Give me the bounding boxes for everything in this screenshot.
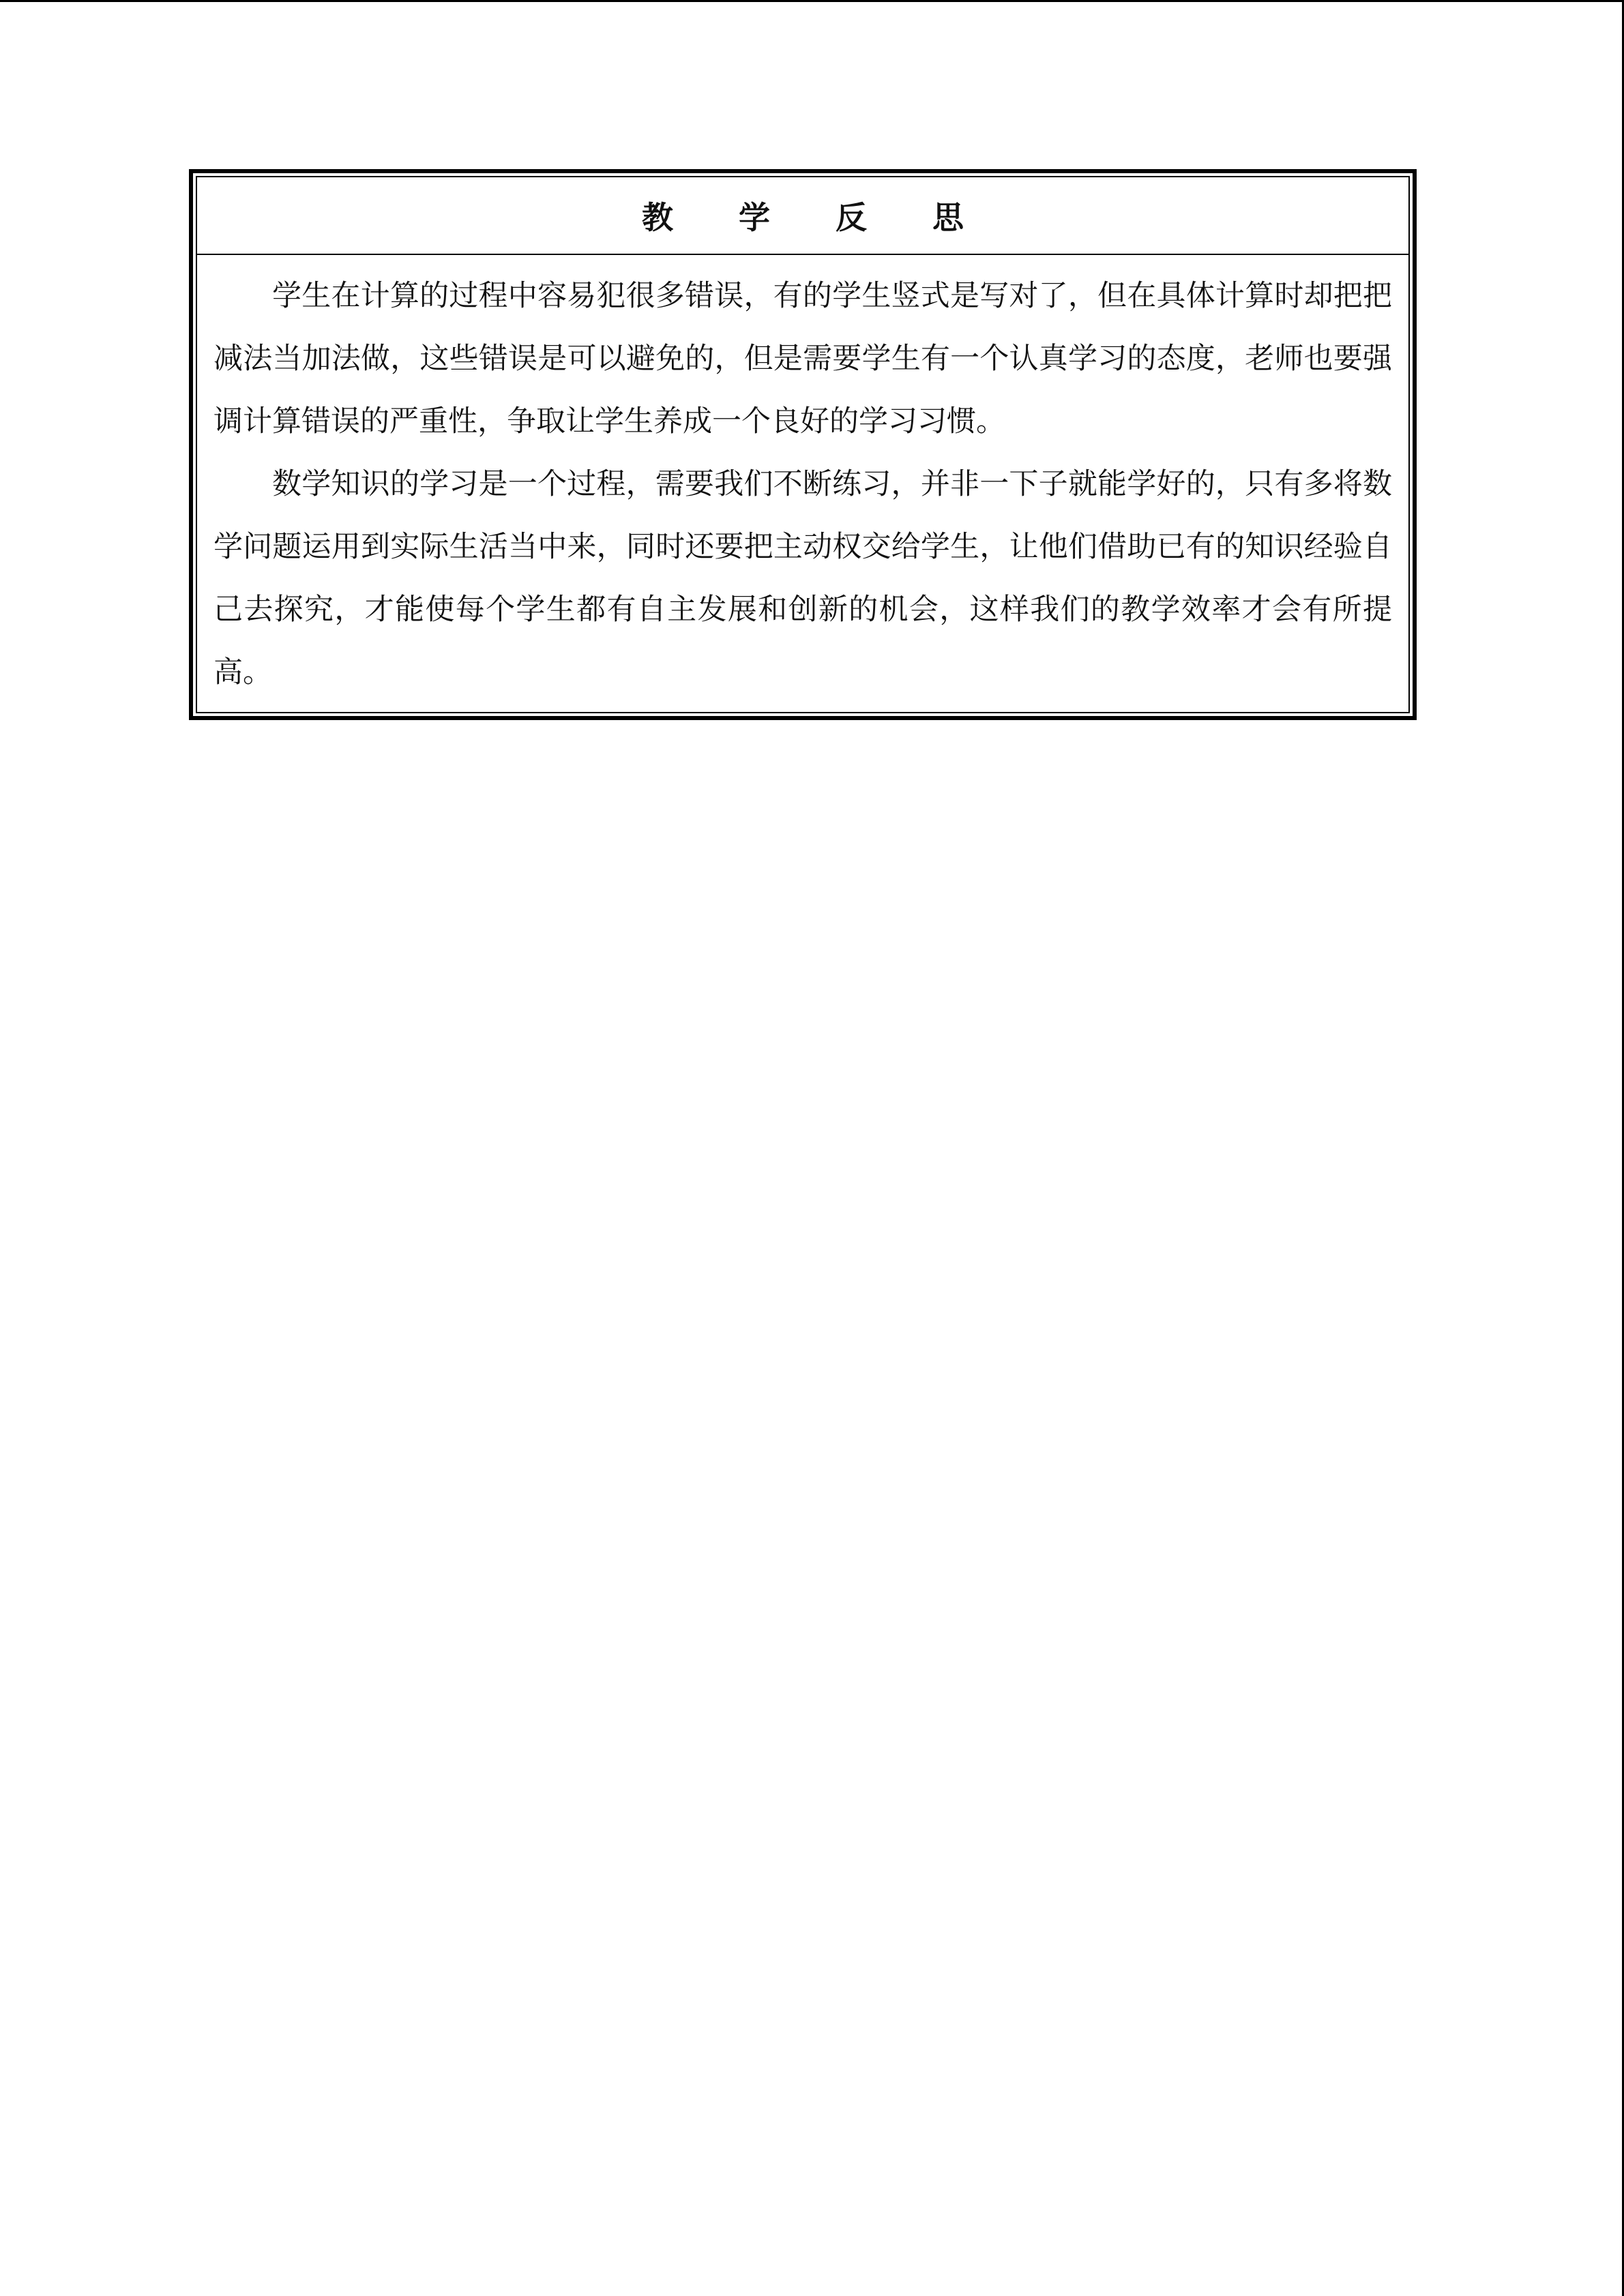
table-header-row [197,177,1408,255]
reflection-paragraph-1: 学生在计算的过程中容易犯很多错误，有的学生竖式是写对了，但在具体计算时却把把减法当加法做，这些错误是可以避免的，但是需要学生有一个认真学习的态度，老师也要强调计算错误的严重性，争取让学生养成一个良好的学习习惯。 [213,279,1392,438]
table-inner-frame [196,176,1410,713]
reflection-paragraph-2: 数学知识的学习是一个过程，需要我们不断练习，并非一下子就能学好的，只有多将数学问题运用到实际生活当中来，同时还要把主动权交给学生，让他们借助已有的知识经验自己去探究，才能使每个学生都有自主发展和创新的机会，这样我们的教学效率才会有所提高。 [213,467,1392,689]
table-body-cell [197,255,1408,712]
page-top-border [0,0,1624,2]
teaching-reflection-table [189,169,1417,720]
section-title: 教 学 反 思 [641,199,992,236]
